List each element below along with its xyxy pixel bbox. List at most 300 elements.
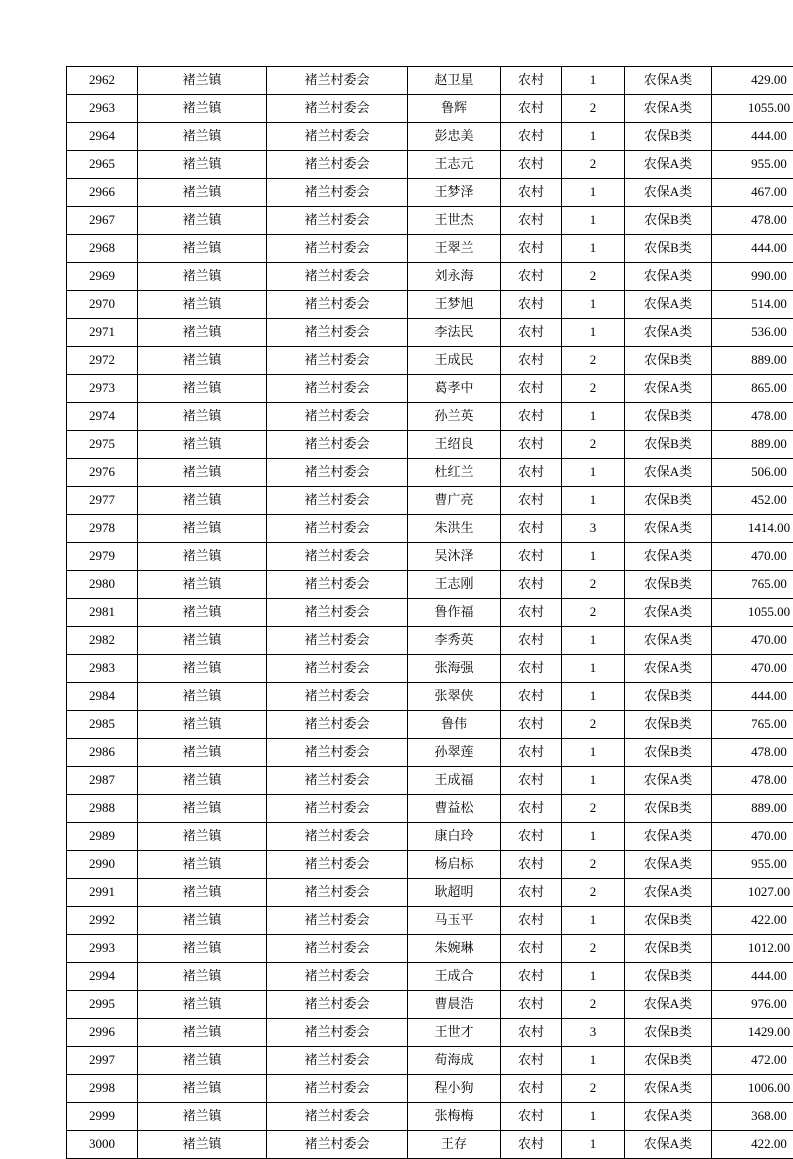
cell-person-count: 2	[562, 95, 625, 123]
cell-name: 耿超明	[408, 879, 501, 907]
cell-household-type: 农村	[501, 459, 562, 487]
table-row	[67, 235, 793, 263]
cell-category: 农保B类	[625, 935, 712, 963]
cell-amount: 470.00	[712, 543, 793, 571]
table-row	[67, 291, 793, 319]
cell-seq: 2986	[67, 739, 138, 767]
cell-seq: 2964	[67, 123, 138, 151]
cell-amount: 955.00	[712, 151, 793, 179]
cell-name: 朱婉琳	[408, 935, 501, 963]
cell-town: 褚兰镇	[138, 67, 267, 95]
cell-amount: 478.00	[712, 403, 793, 431]
cell-person-count: 1	[562, 207, 625, 235]
table-row	[67, 795, 793, 823]
cell-town: 褚兰镇	[138, 1019, 267, 1047]
cell-person-count: 1	[562, 459, 625, 487]
cell-category: 农保A类	[625, 375, 712, 403]
cell-town: 褚兰镇	[138, 543, 267, 571]
cell-name: 鲁辉	[408, 95, 501, 123]
cell-amount: 478.00	[712, 207, 793, 235]
cell-village: 褚兰村委会	[267, 1019, 408, 1047]
cell-person-count: 2	[562, 711, 625, 739]
cell-amount: 444.00	[712, 963, 793, 991]
cell-seq: 2969	[67, 263, 138, 291]
cell-village: 褚兰村委会	[267, 711, 408, 739]
cell-person-count: 1	[562, 543, 625, 571]
cell-town: 褚兰镇	[138, 347, 267, 375]
cell-category: 农保A类	[625, 459, 712, 487]
cell-seq: 2982	[67, 627, 138, 655]
table-row	[67, 123, 793, 151]
cell-village: 褚兰村委会	[267, 543, 408, 571]
cell-name: 鲁伟	[408, 711, 501, 739]
cell-name: 张梅梅	[408, 1103, 501, 1131]
cell-seq: 2979	[67, 543, 138, 571]
cell-seq: 2994	[67, 963, 138, 991]
cell-amount: 955.00	[712, 851, 793, 879]
cell-village: 褚兰村委会	[267, 123, 408, 151]
cell-amount: 422.00	[712, 907, 793, 935]
cell-town: 褚兰镇	[138, 655, 267, 683]
cell-category: 农保B类	[625, 795, 712, 823]
cell-village: 褚兰村委会	[267, 95, 408, 123]
cell-person-count: 2	[562, 991, 625, 1019]
cell-name: 鲁作福	[408, 599, 501, 627]
cell-household-type: 农村	[501, 95, 562, 123]
cell-amount: 444.00	[712, 123, 793, 151]
table-row	[67, 711, 793, 739]
cell-category: 农保A类	[625, 1075, 712, 1103]
cell-amount: 470.00	[712, 823, 793, 851]
cell-town: 褚兰镇	[138, 207, 267, 235]
cell-village: 褚兰村委会	[267, 151, 408, 179]
cell-village: 褚兰村委会	[267, 851, 408, 879]
cell-village: 褚兰村委会	[267, 907, 408, 935]
cell-name: 杜红兰	[408, 459, 501, 487]
cell-household-type: 农村	[501, 655, 562, 683]
cell-village: 褚兰村委会	[267, 291, 408, 319]
cell-category: 农保A类	[625, 627, 712, 655]
cell-amount: 444.00	[712, 235, 793, 263]
cell-name: 曹益松	[408, 795, 501, 823]
cell-amount: 1012.00	[712, 935, 793, 963]
cell-town: 褚兰镇	[138, 123, 267, 151]
cell-person-count: 2	[562, 263, 625, 291]
cell-person-count: 1	[562, 1047, 625, 1075]
cell-household-type: 农村	[501, 1019, 562, 1047]
cell-household-type: 农村	[501, 543, 562, 571]
cell-person-count: 2	[562, 795, 625, 823]
cell-household-type: 农村	[501, 879, 562, 907]
cell-amount: 990.00	[712, 263, 793, 291]
cell-household-type: 农村	[501, 403, 562, 431]
cell-amount: 889.00	[712, 431, 793, 459]
cell-category: 农保B类	[625, 963, 712, 991]
cell-person-count: 3	[562, 1019, 625, 1047]
cell-name: 张翠侠	[408, 683, 501, 711]
cell-amount: 368.00	[712, 1103, 793, 1131]
cell-person-count: 1	[562, 655, 625, 683]
cell-amount: 865.00	[712, 375, 793, 403]
cell-name: 王梦泽	[408, 179, 501, 207]
cell-person-count: 2	[562, 599, 625, 627]
cell-category: 农保B类	[625, 347, 712, 375]
cell-seq: 2963	[67, 95, 138, 123]
cell-person-count: 1	[562, 1131, 625, 1159]
cell-seq: 2985	[67, 711, 138, 739]
cell-name: 王成民	[408, 347, 501, 375]
cell-village: 褚兰村委会	[267, 67, 408, 95]
table-row	[67, 151, 793, 179]
cell-name: 王存	[408, 1131, 501, 1159]
cell-household-type: 农村	[501, 235, 562, 263]
cell-category: 农保A类	[625, 543, 712, 571]
cell-seq: 2962	[67, 67, 138, 95]
cell-category: 农保A类	[625, 179, 712, 207]
cell-household-type: 农村	[501, 963, 562, 991]
cell-person-count: 1	[562, 319, 625, 347]
table-row	[67, 319, 793, 347]
cell-village: 褚兰村委会	[267, 1103, 408, 1131]
table-row	[67, 571, 793, 599]
table-row	[67, 67, 793, 95]
table-row	[67, 207, 793, 235]
cell-name: 彭忠美	[408, 123, 501, 151]
cell-seq: 2989	[67, 823, 138, 851]
table-row	[67, 767, 793, 795]
cell-category: 农保B类	[625, 123, 712, 151]
table-row	[67, 823, 793, 851]
cell-town: 褚兰镇	[138, 1131, 267, 1159]
cell-village: 褚兰村委会	[267, 207, 408, 235]
cell-village: 褚兰村委会	[267, 459, 408, 487]
cell-seq: 2988	[67, 795, 138, 823]
cell-household-type: 农村	[501, 823, 562, 851]
cell-household-type: 农村	[501, 599, 562, 627]
cell-seq: 2977	[67, 487, 138, 515]
cell-amount: 467.00	[712, 179, 793, 207]
cell-person-count: 3	[562, 515, 625, 543]
cell-village: 褚兰村委会	[267, 655, 408, 683]
table-row	[67, 375, 793, 403]
cell-household-type: 农村	[501, 907, 562, 935]
cell-village: 褚兰村委会	[267, 683, 408, 711]
cell-household-type: 农村	[501, 795, 562, 823]
cell-category: 农保A类	[625, 67, 712, 95]
cell-category: 农保A类	[625, 1131, 712, 1159]
cell-seq: 2968	[67, 235, 138, 263]
cell-person-count: 1	[562, 123, 625, 151]
cell-town: 褚兰镇	[138, 235, 267, 263]
cell-town: 褚兰镇	[138, 179, 267, 207]
cell-name: 王成合	[408, 963, 501, 991]
cell-household-type: 农村	[501, 67, 562, 95]
table-row	[67, 683, 793, 711]
cell-name: 孙翠莲	[408, 739, 501, 767]
cell-town: 褚兰镇	[138, 431, 267, 459]
cell-village: 褚兰村委会	[267, 935, 408, 963]
cell-town: 褚兰镇	[138, 291, 267, 319]
cell-amount: 1429.00	[712, 1019, 793, 1047]
cell-category: 农保B类	[625, 207, 712, 235]
cell-category: 农保A类	[625, 599, 712, 627]
table-row	[67, 179, 793, 207]
cell-person-count: 2	[562, 347, 625, 375]
cell-household-type: 农村	[501, 319, 562, 347]
cell-seq: 2984	[67, 683, 138, 711]
cell-person-count: 2	[562, 571, 625, 599]
cell-seq: 2987	[67, 767, 138, 795]
cell-town: 褚兰镇	[138, 851, 267, 879]
cell-category: 农保B类	[625, 739, 712, 767]
cell-person-count: 1	[562, 403, 625, 431]
cell-person-count: 2	[562, 151, 625, 179]
cell-person-count: 1	[562, 487, 625, 515]
table-row	[67, 543, 793, 571]
table-row	[67, 487, 793, 515]
cell-household-type: 农村	[501, 515, 562, 543]
cell-name: 王世才	[408, 1019, 501, 1047]
cell-village: 褚兰村委会	[267, 263, 408, 291]
cell-town: 褚兰镇	[138, 319, 267, 347]
cell-name: 王世杰	[408, 207, 501, 235]
cell-category: 农保A类	[625, 851, 712, 879]
table-row	[67, 459, 793, 487]
table-row	[67, 627, 793, 655]
cell-person-count: 1	[562, 683, 625, 711]
cell-category: 农保B类	[625, 907, 712, 935]
cell-household-type: 农村	[501, 1047, 562, 1075]
table-row	[67, 655, 793, 683]
cell-seq: 2967	[67, 207, 138, 235]
cell-village: 褚兰村委会	[267, 319, 408, 347]
table-row	[67, 599, 793, 627]
cell-person-count: 1	[562, 179, 625, 207]
cell-village: 褚兰村委会	[267, 991, 408, 1019]
cell-seq: 2992	[67, 907, 138, 935]
cell-person-count: 1	[562, 291, 625, 319]
cell-category: 农保B类	[625, 711, 712, 739]
cell-amount: 765.00	[712, 711, 793, 739]
cell-category: 农保A类	[625, 263, 712, 291]
cell-amount: 444.00	[712, 683, 793, 711]
cell-name: 王志元	[408, 151, 501, 179]
cell-amount: 452.00	[712, 487, 793, 515]
cell-name: 康白玲	[408, 823, 501, 851]
cell-person-count: 2	[562, 935, 625, 963]
table-row	[67, 991, 793, 1019]
cell-amount: 889.00	[712, 795, 793, 823]
table-row	[67, 263, 793, 291]
cell-household-type: 农村	[501, 151, 562, 179]
cell-amount: 422.00	[712, 1131, 793, 1159]
cell-category: 农保B类	[625, 431, 712, 459]
table-row	[67, 1019, 793, 1047]
cell-category: 农保A类	[625, 151, 712, 179]
cell-amount: 506.00	[712, 459, 793, 487]
table-row	[67, 1103, 793, 1131]
cell-village: 褚兰村委会	[267, 823, 408, 851]
cell-name: 荀海成	[408, 1047, 501, 1075]
cell-household-type: 农村	[501, 263, 562, 291]
cell-category: 农保A类	[625, 879, 712, 907]
cell-category: 农保A类	[625, 291, 712, 319]
cell-amount: 470.00	[712, 627, 793, 655]
cell-category: 农保B类	[625, 235, 712, 263]
cell-seq: 3000	[67, 1131, 138, 1159]
cell-town: 褚兰镇	[138, 571, 267, 599]
cell-name: 李法民	[408, 319, 501, 347]
cell-seq: 2970	[67, 291, 138, 319]
cell-amount: 1055.00	[712, 599, 793, 627]
cell-category: 农保A类	[625, 655, 712, 683]
table-row	[67, 95, 793, 123]
cell-seq: 2976	[67, 459, 138, 487]
cell-household-type: 农村	[501, 1131, 562, 1159]
cell-town: 褚兰镇	[138, 1103, 267, 1131]
cell-village: 褚兰村委会	[267, 599, 408, 627]
cell-town: 褚兰镇	[138, 767, 267, 795]
cell-village: 褚兰村委会	[267, 1075, 408, 1103]
table-row	[67, 515, 793, 543]
subsidy-roster-table	[66, 66, 793, 1159]
cell-name: 王翠兰	[408, 235, 501, 263]
cell-category: 农保A类	[625, 1103, 712, 1131]
cell-town: 褚兰镇	[138, 375, 267, 403]
cell-household-type: 农村	[501, 991, 562, 1019]
cell-person-count: 2	[562, 431, 625, 459]
cell-town: 褚兰镇	[138, 739, 267, 767]
cell-amount: 1027.00	[712, 879, 793, 907]
cell-town: 褚兰镇	[138, 711, 267, 739]
cell-village: 褚兰村委会	[267, 571, 408, 599]
cell-person-count: 1	[562, 963, 625, 991]
cell-name: 曹广亮	[408, 487, 501, 515]
cell-town: 褚兰镇	[138, 935, 267, 963]
cell-category: 农保B类	[625, 1019, 712, 1047]
cell-amount: 478.00	[712, 767, 793, 795]
cell-amount: 536.00	[712, 319, 793, 347]
cell-amount: 765.00	[712, 571, 793, 599]
table-row	[67, 403, 793, 431]
cell-village: 褚兰村委会	[267, 375, 408, 403]
cell-seq: 2974	[67, 403, 138, 431]
cell-village: 褚兰村委会	[267, 347, 408, 375]
cell-person-count: 2	[562, 851, 625, 879]
cell-seq: 2975	[67, 431, 138, 459]
cell-category: 农保B类	[625, 683, 712, 711]
cell-person-count: 2	[562, 375, 625, 403]
cell-town: 褚兰镇	[138, 963, 267, 991]
cell-village: 褚兰村委会	[267, 1131, 408, 1159]
table-row	[67, 1131, 793, 1159]
cell-amount: 472.00	[712, 1047, 793, 1075]
cell-household-type: 农村	[501, 1103, 562, 1131]
cell-name: 王成福	[408, 767, 501, 795]
cell-name: 王绍良	[408, 431, 501, 459]
cell-town: 褚兰镇	[138, 683, 267, 711]
cell-village: 褚兰村委会	[267, 627, 408, 655]
cell-name: 马玉平	[408, 907, 501, 935]
cell-seq: 2981	[67, 599, 138, 627]
cell-seq: 2972	[67, 347, 138, 375]
cell-person-count: 1	[562, 823, 625, 851]
cell-village: 褚兰村委会	[267, 963, 408, 991]
cell-town: 褚兰镇	[138, 599, 267, 627]
cell-village: 褚兰村委会	[267, 179, 408, 207]
cell-household-type: 农村	[501, 431, 562, 459]
cell-name: 孙兰英	[408, 403, 501, 431]
cell-name: 赵卫星	[408, 67, 501, 95]
cell-person-count: 1	[562, 767, 625, 795]
cell-person-count: 1	[562, 907, 625, 935]
cell-category: 农保A类	[625, 515, 712, 543]
cell-category: 农保B类	[625, 487, 712, 515]
table-row	[67, 935, 793, 963]
table-row	[67, 431, 793, 459]
cell-seq: 2999	[67, 1103, 138, 1131]
cell-name: 曹晨浩	[408, 991, 501, 1019]
cell-name: 张海强	[408, 655, 501, 683]
cell-amount: 470.00	[712, 655, 793, 683]
cell-amount: 1055.00	[712, 95, 793, 123]
cell-household-type: 农村	[501, 935, 562, 963]
cell-town: 褚兰镇	[138, 151, 267, 179]
cell-category: 农保A类	[625, 95, 712, 123]
cell-category: 农保A类	[625, 991, 712, 1019]
table-row	[67, 907, 793, 935]
cell-name: 王志刚	[408, 571, 501, 599]
cell-household-type: 农村	[501, 291, 562, 319]
cell-household-type: 农村	[501, 207, 562, 235]
cell-seq: 2978	[67, 515, 138, 543]
cell-household-type: 农村	[501, 851, 562, 879]
table-row	[67, 879, 793, 907]
cell-town: 褚兰镇	[138, 1075, 267, 1103]
cell-town: 褚兰镇	[138, 403, 267, 431]
cell-person-count: 1	[562, 1103, 625, 1131]
cell-name: 王梦旭	[408, 291, 501, 319]
table-row	[67, 851, 793, 879]
cell-name: 刘永海	[408, 263, 501, 291]
cell-village: 褚兰村委会	[267, 1047, 408, 1075]
cell-town: 褚兰镇	[138, 907, 267, 935]
cell-village: 褚兰村委会	[267, 403, 408, 431]
cell-town: 褚兰镇	[138, 879, 267, 907]
cell-town: 褚兰镇	[138, 487, 267, 515]
table-row	[67, 347, 793, 375]
cell-village: 褚兰村委会	[267, 487, 408, 515]
cell-category: 农保A类	[625, 319, 712, 347]
cell-household-type: 农村	[501, 739, 562, 767]
cell-seq: 2983	[67, 655, 138, 683]
cell-household-type: 农村	[501, 375, 562, 403]
cell-village: 褚兰村委会	[267, 515, 408, 543]
cell-town: 褚兰镇	[138, 263, 267, 291]
cell-household-type: 农村	[501, 347, 562, 375]
cell-amount: 429.00	[712, 67, 793, 95]
cell-seq: 2971	[67, 319, 138, 347]
cell-category: 农保A类	[625, 823, 712, 851]
cell-seq: 2995	[67, 991, 138, 1019]
table-row	[67, 1047, 793, 1075]
cell-town: 褚兰镇	[138, 459, 267, 487]
cell-person-count: 1	[562, 739, 625, 767]
table-row	[67, 1075, 793, 1103]
cell-town: 褚兰镇	[138, 515, 267, 543]
cell-person-count: 1	[562, 235, 625, 263]
cell-person-count: 1	[562, 67, 625, 95]
